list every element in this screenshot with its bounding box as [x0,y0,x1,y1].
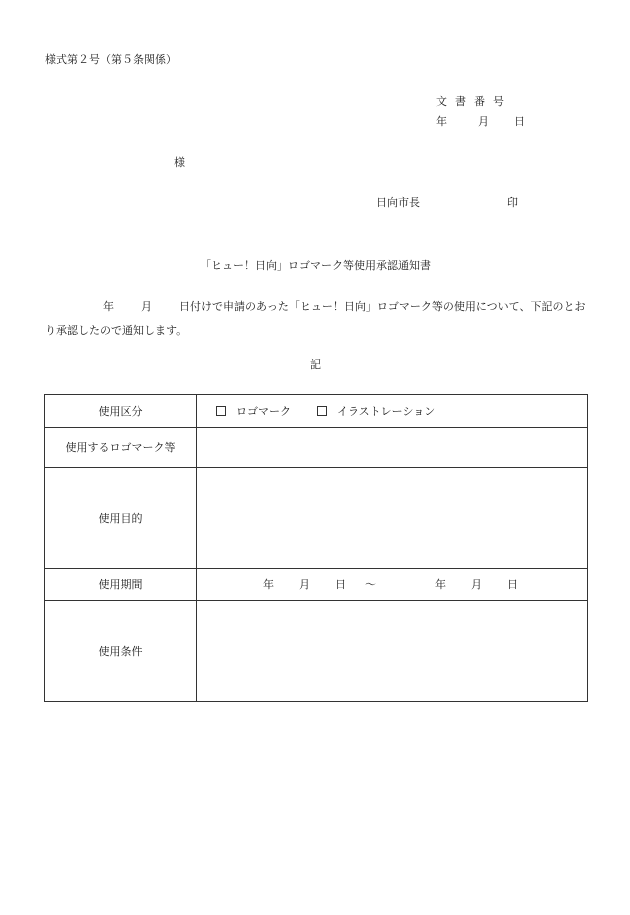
date-year: 年 [436,115,447,128]
table-row-period [45,569,588,601]
table-row-logo-used [45,428,588,468]
checkbox-illustration[interactable] [317,406,327,416]
approval-details-table [44,394,588,702]
logo-used-label: 使用するロゴマーク等 [45,428,197,468]
date-month: 月 [478,115,489,128]
body-text: 日付けで申請のあった「ヒュー！日向」ロゴマーク等の使用について、下記のとおり承認したので通知します。 [45,300,586,337]
option-logo-label: ロゴマーク [236,404,291,418]
ki-label: 記 [310,358,321,371]
option-logo[interactable] [216,406,291,417]
period-tilde: ～ [365,578,376,591]
body-year: 年 [103,300,114,313]
logo-used-field[interactable] [197,428,588,468]
notice-body [45,295,590,343]
period-end-month: 月 [471,578,482,591]
period-label: 使用期間 [45,569,197,601]
form-number: 様式第２号（第５条関係） [45,53,177,66]
period-start-day: 日 [335,578,346,591]
document-number-label: 文書番号 [436,95,512,108]
period-end-year: 年 [435,578,446,591]
issuer-title: 日向市長 [376,196,420,209]
seal-mark: 印 [507,196,518,209]
table-row-purpose [45,468,588,569]
period-value [197,569,588,601]
addressee-honorific: 様 [174,156,185,169]
notice-title: 「ヒュー！日向」ロゴマーク等使用承認通知書 [200,259,431,272]
usage-category-value [197,395,588,428]
checkbox-logo[interactable] [216,406,226,416]
option-illustration-label: イラストレーション [337,404,436,418]
period-end-day: 日 [507,578,518,591]
conditions-field[interactable] [197,601,588,702]
date-day: 日 [514,115,525,128]
table-row-conditions [45,601,588,702]
option-illustration[interactable] [317,406,435,417]
conditions-label: 使用条件 [45,601,197,702]
body-month: 月 [141,300,152,313]
table-row-usage-category [45,395,588,428]
purpose-field[interactable] [197,468,588,569]
document-date [436,116,525,127]
period-start-month: 月 [299,578,310,591]
purpose-label: 使用目的 [45,468,197,569]
period-start-year: 年 [263,578,274,591]
usage-category-label: 使用区分 [45,395,197,428]
